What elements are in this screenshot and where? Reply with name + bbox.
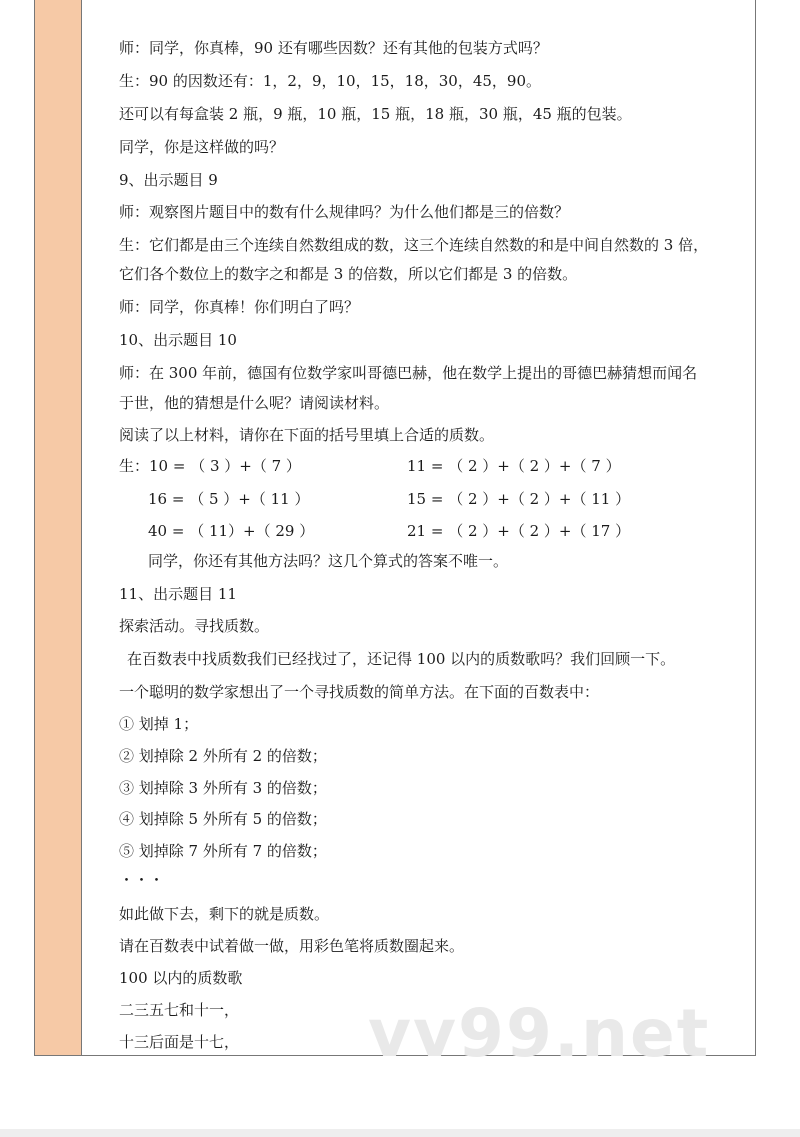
equation-line: 21 = （ 2 ）+（ 2 ）+（ 17 ） [407,522,631,540]
ellipsis: ・・・ [119,871,165,889]
text-line: 师：同学，你真棒，90 还有哪些因数？还有其他的包装方式吗？ [119,39,548,57]
left-side-column [35,0,82,1055]
text-line: 如此做下去，剩下的就是质数。 [119,905,330,923]
song-line: 二三五七和十一， [119,1001,240,1019]
text-line: 生：90 的因数还有：1，2，9，10，15，18，30，45，90。 [119,72,542,90]
text-line: 师：观察图片题目中的数有什么规律吗？为什么他们都是三的倍数？ [119,203,570,221]
section-heading: 10、出示题目 10 [119,331,237,349]
text-line: 同学，你还有其他方法吗？这几个算式的答案不唯一。 [148,552,509,570]
equation-line: 15 = （ 2 ）+（ 2 ）+（ 11 ） [407,490,631,508]
watermark-logo: vv99.net [368,995,711,1072]
text-line: 一个聪明的数学家想出了一个寻找质数的简单方法。在下面的百数表中： [119,683,600,701]
section-heading: 9、出示题目 9 [119,171,218,189]
text-line: 同学，你是这样做的吗？ [119,138,285,156]
text-line: 还可以有每盒装 2 瓶，9 瓶，10 瓶，15 瓶，18 瓶，30 瓶，45 瓶的包装。 [119,105,632,123]
equation-line: 16 = （ 5 ）+（ 11 ） [148,490,310,508]
equation-line: 11 = （ 2 ）+（ 2 ）+（ 7 ） [407,457,621,475]
list-item: ② 划掉除 2 外所有 2 的倍数； [119,747,327,765]
text-line: 在百数表中找质数我们已经找过了，还记得 100 以内的质数歌吗？我们回顾一下。 [127,650,676,668]
text-line: 于世，他的猜想是什么呢？请阅读材料。 [119,394,390,412]
text-line: 师：在 300 年前，德国有位数学家叫哥德巴赫，他在数学上提出的哥德巴赫猜想而闻名 [119,364,698,382]
document-content [82,0,755,1055]
equation-line: 40 = （ 11）+（ 29 ） [148,522,315,540]
text-line: 师：同学，你真棒！你们明白了吗？ [119,298,360,316]
song-line: 十三后面是十七， [119,1033,240,1051]
document-page [34,0,756,1056]
text-line: 请在百数表中试着做一做，用彩色笔将质数圈起来。 [119,937,465,955]
bottom-bar [0,1129,800,1137]
list-item: ③ 划掉除 3 外所有 3 的倍数； [119,779,327,797]
text-line: 阅读了以上材料，请你在下面的括号里填上合适的质数。 [119,426,495,444]
song-title: 100 以内的质数歌 [119,969,243,987]
section-heading: 11、出示题目 11 [119,585,237,603]
list-item: ④ 划掉除 5 外所有 5 的倍数； [119,810,327,828]
text-line: 生：它们都是由三个连续自然数组成的数，这三个连续自然数的和是中间自然数的 3 倍， [119,236,709,254]
list-item: ① 划掉 1； [119,715,199,733]
text-line: 探索活动。寻找质数。 [119,617,270,635]
list-item: ⑤ 划掉除 7 外所有 7 的倍数； [119,842,327,860]
text-line: 它们各个数位上的数字之和都是 3 的倍数，所以它们都是 3 的倍数。 [119,265,578,283]
equation-line: 生：10 = （ 3 ）+（ 7 ） [119,457,301,475]
